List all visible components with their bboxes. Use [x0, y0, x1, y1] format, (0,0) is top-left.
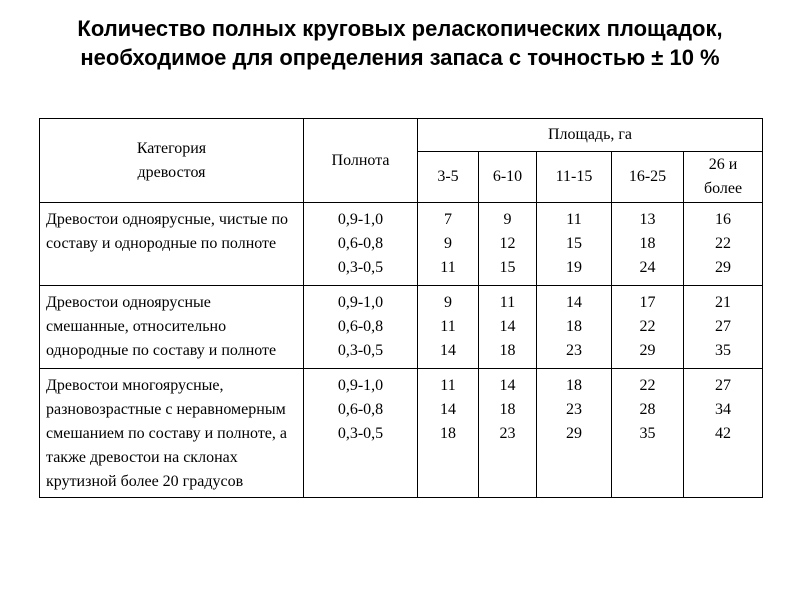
header-row-1 [40, 119, 763, 152]
row-category: Древостои одноярусные смешанные, относительно однородные по составу и полноте [40, 286, 304, 369]
row-value: 14 18 23 [537, 286, 612, 369]
row-density: 0,9-1,0 0,6-0,8 0,3-0,5 [304, 369, 418, 498]
header-category: Категория древостоя [40, 119, 304, 203]
row-value: 16 22 29 [684, 203, 763, 286]
row-category: Древостои одноярусные, чистые по составу и однородные по полноте [40, 203, 304, 286]
header-area-col: 3-5 [418, 152, 479, 203]
row-density: 0,9-1,0 0,6-0,8 0,3-0,5 [304, 286, 418, 369]
row-value: 22 28 35 [612, 369, 684, 498]
header-density: Полнота [304, 119, 418, 203]
row-category: Древостои многоярусные, разновозрастные с неравномерным смешанием по составу и полноте, а также древостои на склонах крутизной более 20 градусов [40, 369, 304, 498]
row-value: 11 15 19 [537, 203, 612, 286]
table-row [40, 286, 763, 369]
table-row [40, 369, 763, 498]
header-area-col: 6-10 [479, 152, 537, 203]
table-row [40, 203, 763, 286]
row-value: 11 14 18 [418, 369, 479, 498]
row-value: 17 22 29 [612, 286, 684, 369]
header-area: Площадь, га [418, 119, 763, 152]
row-value: 18 23 29 [537, 369, 612, 498]
header-area-col: 11-15 [537, 152, 612, 203]
header-area-col: 26 и более [684, 152, 763, 203]
page-title [0, 14, 800, 72]
title-line-1: Количество полных круговых реласкопических площадок, [77, 16, 723, 41]
row-value: 9 11 14 [418, 286, 479, 369]
row-density: 0,9-1,0 0,6-0,8 0,3-0,5 [304, 203, 418, 286]
row-value: 21 27 35 [684, 286, 763, 369]
row-value: 27 34 42 [684, 369, 763, 498]
row-value: 14 18 23 [479, 369, 537, 498]
row-value: 11 14 18 [479, 286, 537, 369]
row-value: 9 12 15 [479, 203, 537, 286]
header-area-col: 16-25 [612, 152, 684, 203]
plots-table [39, 118, 763, 498]
row-value: 13 18 24 [612, 203, 684, 286]
row-value: 7 9 11 [418, 203, 479, 286]
title-line-2: необходимое для определения запаса с точностью ± 10 % [80, 45, 720, 70]
